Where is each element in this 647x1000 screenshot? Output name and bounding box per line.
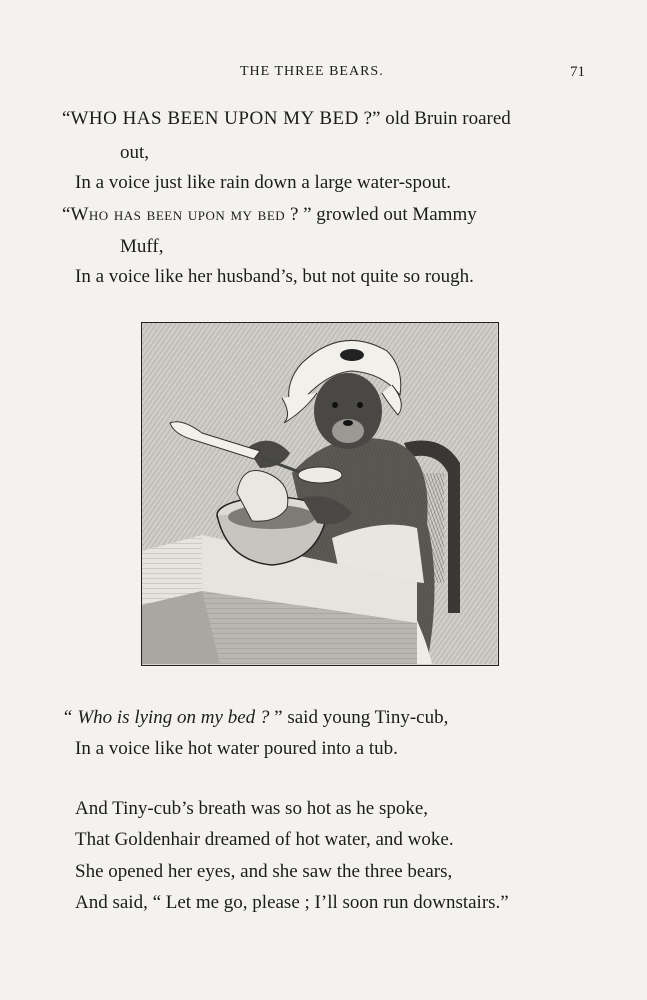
verse-line: In a voice like hot water poured into a tub. bbox=[75, 738, 398, 759]
verse-line: out, bbox=[120, 142, 150, 163]
smallcaps-phrase: Who has been upon my bed bbox=[70, 204, 286, 225]
open-quote: “ bbox=[62, 108, 71, 129]
verse-line bbox=[62, 707, 448, 729]
line-remainder: ? ” growled out Mammy bbox=[285, 204, 477, 225]
verse-line: She opened her eyes, and she saw the three bears, bbox=[75, 861, 453, 882]
running-title: THE THREE BEARS. bbox=[240, 64, 384, 79]
verse-line: And Tiny-cub’s breath was so hot as he spoke, bbox=[75, 798, 429, 819]
open-quote: “ bbox=[62, 204, 71, 225]
verse-line bbox=[62, 108, 511, 130]
line-remainder: ?” old Bruin roared bbox=[358, 108, 511, 129]
page-number: 71 bbox=[570, 64, 585, 80]
bear-head bbox=[314, 373, 382, 449]
verse-line: Muff, bbox=[120, 236, 164, 257]
verse-line bbox=[62, 204, 477, 226]
engraving-image bbox=[142, 323, 497, 664]
caps-phrase: WHO HAS BEEN UPON MY BED bbox=[70, 108, 359, 129]
line-remainder: ” said young Tiny-cub, bbox=[269, 707, 449, 728]
illustration-mammy-muff-bear bbox=[141, 322, 499, 666]
verse-line: In a voice just like rain down a large water-spout. bbox=[75, 172, 451, 193]
verse-line: In a voice like her husband’s, but not quite so rough. bbox=[75, 266, 474, 287]
verse-line: That Goldenhair dreamed of hot water, and woke. bbox=[75, 829, 454, 850]
verse-line: And said, “ Let me go, please ; I’ll soon run downstairs.” bbox=[75, 892, 509, 913]
italic-phrase: “ Who is lying on my bed ? bbox=[62, 707, 270, 728]
running-head bbox=[0, 64, 647, 84]
